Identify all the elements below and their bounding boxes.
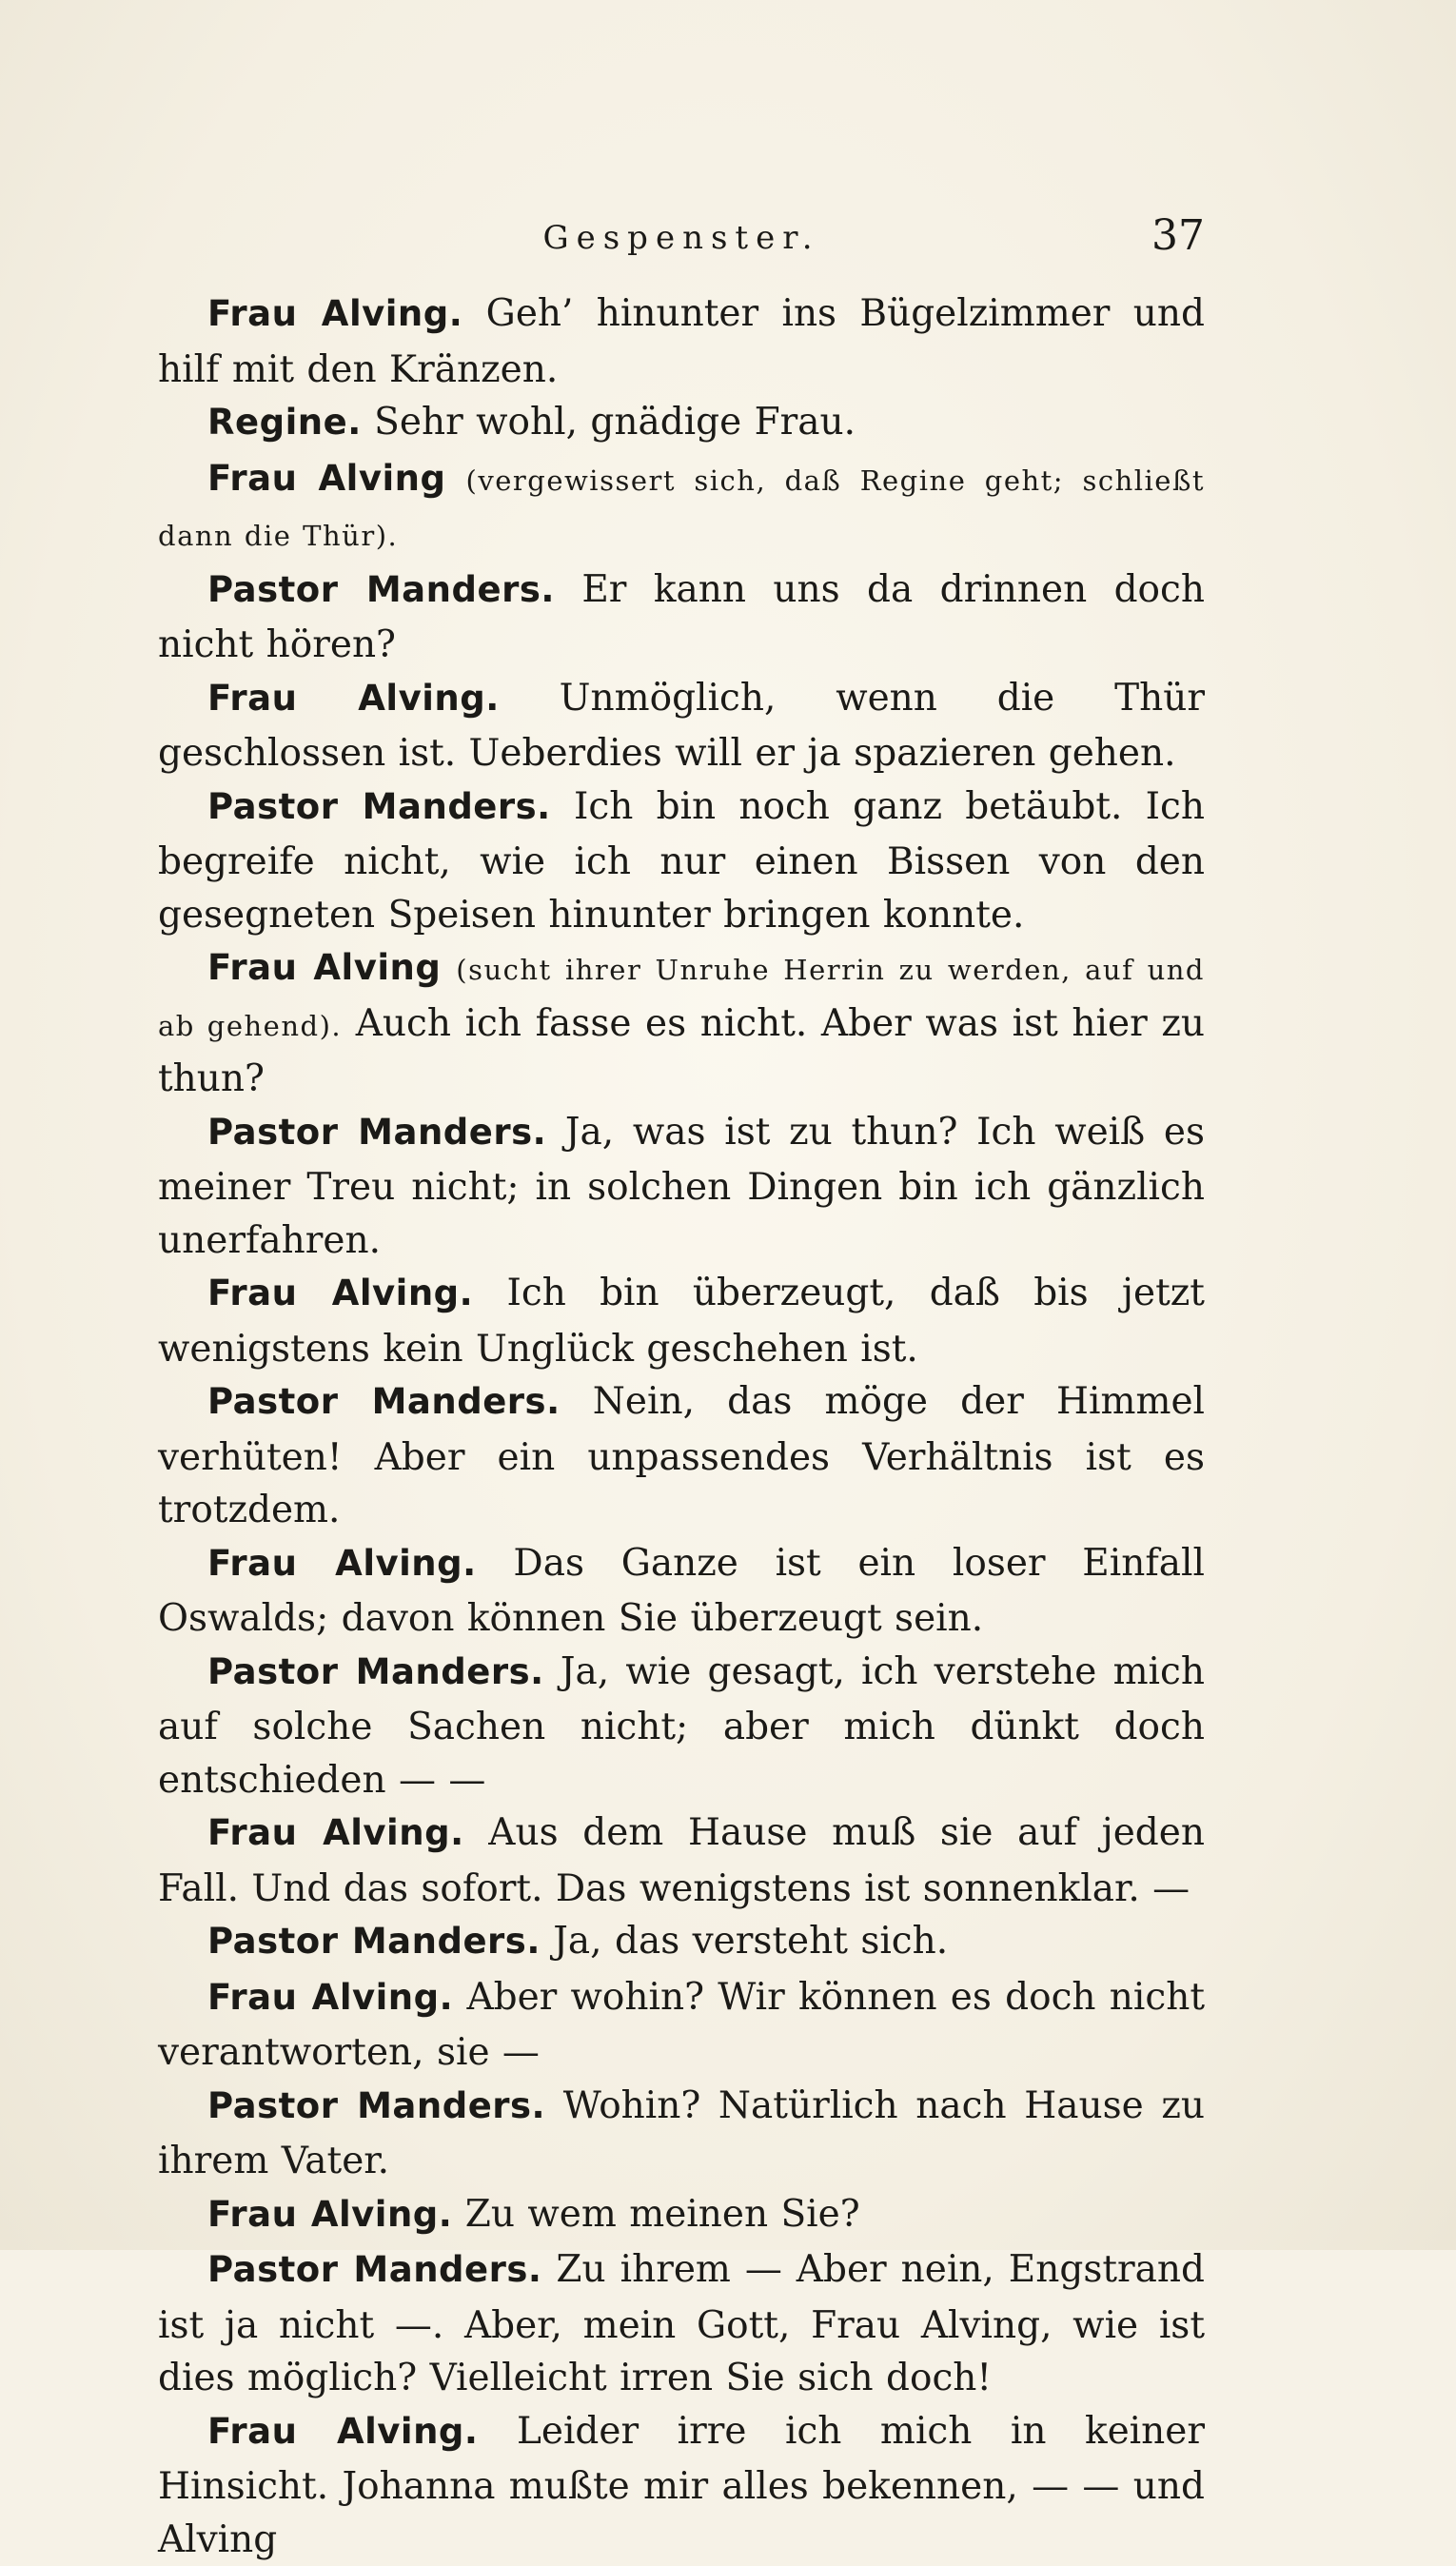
speech-text: Wohin? Natürlich nach Hause zu ihrem Vater. [158, 2084, 1205, 2183]
speech [158, 563, 1205, 672]
speech [158, 1267, 1205, 1375]
speech [158, 2243, 1205, 2405]
speech [158, 287, 1205, 396]
speech-text: Das Ganze ist ein loser Einfall Oswalds; davon können Sie überzeugt sein. [158, 1542, 1205, 1641]
speech [158, 1971, 1205, 2080]
stage-direction: (vergewissert sich, daß Regine geht; schließt dann die Thür). [158, 464, 1205, 553]
stage-direction: (sucht ihrer Unruhe Herrin zu werden, auf und ab gehend). [158, 954, 1205, 1042]
speaker-name: Pastor Manders. [207, 2249, 541, 2290]
speaker-name: Pastor Manders. [207, 2085, 545, 2126]
speech [158, 396, 1205, 452]
dialogue-text [158, 287, 1205, 2566]
speaker-name: Pastor Manders. [207, 1381, 561, 1422]
speech [158, 1915, 1205, 1971]
speech [158, 2188, 1205, 2244]
speech [158, 2405, 1205, 2566]
speech [158, 941, 1205, 1106]
speech-text: Ja, das versteht sich. [553, 1920, 948, 1963]
speech-text: Nein, das möge der Himmel verhüten! Aber ein unpassendes Verhältnis ist es trotzdem. [158, 1380, 1205, 1531]
page-number: 37 [1151, 211, 1205, 260]
speaker-name: Frau Alving [207, 947, 441, 988]
speaker-name: Frau Alving. [207, 293, 462, 334]
speaker-name: Frau Alving [207, 458, 445, 499]
speech [158, 2080, 1205, 2188]
speaker-name: Frau Alving. [207, 2411, 478, 2452]
speech-text: Auch ich fasse es nicht. Aber was ist hier zu thun? [158, 1002, 1205, 1101]
page-header [158, 211, 1205, 268]
speech [158, 1106, 1205, 1268]
speaker-name: Frau Alving. [207, 1543, 477, 1584]
speech [158, 1646, 1205, 1807]
speaker-name: Frau Alving. [207, 2194, 452, 2235]
speech [158, 452, 1205, 563]
speaker-name: Regine. [207, 402, 362, 443]
speaker-name: Frau Alving. [207, 1977, 453, 2018]
speech-text: Sehr wohl, gnädige Frau. [374, 401, 856, 444]
speech-text: Leider irre ich mich in keiner Hinsicht. Johanna mußte mir alles bekennen, — — und Alving [158, 2410, 1205, 2561]
speech-text: Zu ihrem — Aber nein, Engstrand ist ja nicht —. Aber, mein Gott, Frau Alving, wie ist dies möglich? Vielleicht irren Sie sich doch! [158, 2248, 1205, 2399]
speech-text: Ich bin noch ganz betäubt. Ich begreife nicht, wie ich nur einen Bissen von den gesegneten Speisen hinunter bringen konnte. [158, 785, 1205, 937]
speech-text: Zu wem meinen Sie? [465, 2193, 860, 2236]
speech [158, 672, 1205, 780]
speech-text: Geh’ hinunter ins Bügelzimmer und hilf mit den Kränzen. [158, 292, 1205, 391]
speaker-name: Frau Alving. [207, 678, 500, 719]
speaker-name: Frau Alving. [207, 1273, 473, 1313]
speech [158, 1375, 1205, 1537]
speech-text: Ich bin überzeugt, daß bis jetzt wenigstens kein Unglück geschehen ist. [158, 1272, 1205, 1371]
speech [158, 1806, 1205, 1915]
speaker-name: Pastor Manders. [207, 569, 555, 610]
speech-text: Ja, was ist zu thun? Ich weiß es meiner Treu nicht; in solchen Dingen bin ich gänzlich unerfahren. [158, 1111, 1205, 1262]
speech [158, 1537, 1205, 1646]
speech-text: Ja, wie gesagt, ich verstehe mich auf solche Sachen nicht; aber mich dünkt doch entschieden — — [158, 1650, 1205, 1802]
speech-text: Aber wohin? Wir können es doch nicht verantworten, sie — [158, 1976, 1205, 2075]
speech-text: Unmöglich, wenn die Thür geschlossen ist. Ueberdies will er ja spazieren gehen. [158, 677, 1205, 776]
speaker-name: Pastor Manders. [207, 786, 551, 827]
speech-text: Aus dem Hause muß sie auf jeden Fall. Und das sofort. Das wenigstens ist sonnenklar. — [158, 1811, 1205, 1910]
speaker-name: Pastor Manders. [207, 1112, 546, 1153]
speech [158, 780, 1205, 942]
running-title: Gespenster. [158, 219, 1205, 257]
speaker-name: Pastor Manders. [207, 1921, 541, 1962]
speech-text: Er kann uns da drinnen doch nicht hören? [158, 568, 1205, 667]
speaker-name: Pastor Manders. [207, 1651, 544, 1692]
speaker-name: Frau Alving. [207, 1812, 464, 1853]
